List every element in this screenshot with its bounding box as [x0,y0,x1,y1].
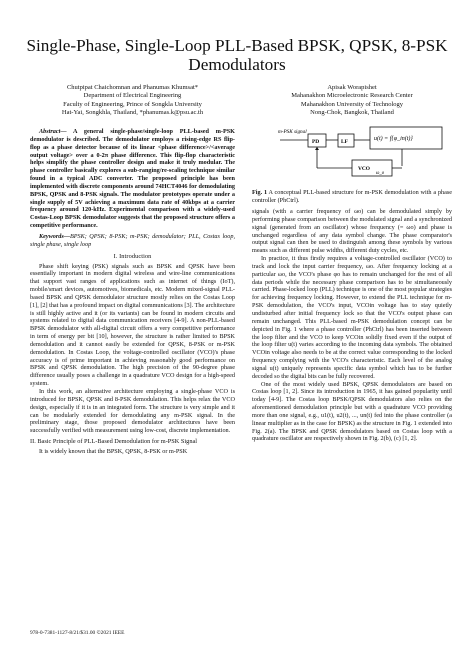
keywords-label: Keywords— [39,232,70,240]
abstract-label: Abstract— [39,128,67,135]
paper-title: Single-Phase, Single-Loop PLL-Based BPSK, QPSK, 8-PSK Demodulators [26,36,448,74]
vco-label: VCO [358,166,370,172]
author-names: Chutpipat Chaichomnan and Phanumas Khumsat* [66,84,199,91]
right-paragraph-0: signals (with a carrier frequency of ωo) can be demodulated simply by performing phase comparison between the modulated signal and a synchronized signal (generated from an oscillator) whose frequency (= ωo) and phase is unchanged regardless of any data symbol change. The phase comparator's output signal can then be used to distinguish among these symbols by various means such as different pulse widths, different duty cycles, etc. [252,208,452,255]
author-faculty: Faculty of Engineering, Prince of Songkla University [63,100,202,108]
copyright-footer: 978-0-7381-1127-8/21/$31.00 ©2021 IEEE [30,630,125,636]
intro-paragraph-2: In this work, an alternative architecture employing a single-phase VCO is introduced for BPSK, QPSK and 8-PSK demodulation. This helps relax the VCO design, especially if it is in an integrated form. The structure is very simple and it can be modularly extended for demodulating any m-PSK signal. In the preliminary stage, those proposed demodulator architectures have been successfully verified with measurement using low-cost, discrete implementation. [30,388,235,435]
figure-1-label: Fig. 1 [252,189,268,196]
intro-paragraph-1: Phase shift keying (PSK) signals such as BPSK and QPSK have been essentially important in modern digital wireless and wire-line communications that support vast ranges of applications such as internet of things (IoT), mobile/smart devices, automotives, biomedicals, etc. Modern mixed-signal PLL-based BPSK and QPSK demodulator structure mostly relies on the Costas Loop [1], [2] that has a profound impact on digital communications [3]. The architecture is still highly active and it (or its variants) can be found in modern circuits and systems related to digital data communication receivers [4-9]. A non-PLL-based BPSK demodulator with all-digital circuit offers a very competitive performance in term of energy per bit [10], however, the structure is rather limited to BPSK demodulation and it cannot easily be extended for QPSK, 8-PSK or m-PSK demodulation. In Costas Loop, the voltage-controlled oscillator (VCO)'s phase accuracy is of prime important in achieving reasonably good performance on BPSK and QPSK demodulation. The high precision of the 90-degree phase difference usually poses a challenge in a quadrature VCO design for a high-speed system. [30,262,235,388]
author-center: Mahanakhon Microelectronic Research Center [291,92,413,100]
pd-label: PD [312,139,320,145]
author-university: Mahanakhon University of Technology [300,100,404,108]
keywords-text: BPSK; QPSK; 8-PSK; m-PSK; demodulator; PLL, Costas loop, single phase, single loop [30,232,235,248]
author-department: Department of Electrical Engineering [83,92,182,100]
vco-frequency-label: ω_o [376,171,385,176]
pll-block-diagram [252,124,452,186]
abstract-text: A general single-phase/single-loop PLL-based m-PSK demodulator is described. The demodulator employs a rising-edge RS flip-flop as a phase detector because of its linear <phase difference>/<average output voltage> over a 0-2π phase difference. This flip-flop characteristic helps simplify the phase controller design and make it truly modular. The phase controller basically explores a sub-ranging/re-scaling technique similar found in a typical ADC converter. The proposed principle has been implemented with discrete components around 74HCT4046 for demodulating BPSK, QPSK and 8-PSK signals. The modulator prototypes operate under a single supply of 5V achieving a maximum data rate of 40kbps at a carrier frequency around 120-kHz. Experimental comparison with a widely-used Costas-Loop BPSK demodulator suggests that the proposed structure offers a competitive performance. [30,128,235,230]
signal-label: m-PSK signal [278,129,307,135]
author-block-right [252,84,452,118]
left-column [30,128,235,456]
section-heading-basic-principle: II. Basic Principle of PLL-Based Demodulation for m-PSK Signal [30,438,198,446]
right-paragraph-2: One of the most widely used BPSK, QPSK demodulators are based on Costas loop [1, 2]. Since its introduction in 1965, it has gained popularity until today [4-9]. The Costas loop BPSK/QPSK demodulators also relies on the aforementioned demodulation principle but with a quadrature VCO providing more than one signal, e.g., u1(t), u2(t), ..., un(t) fed into the phase controller (a linear multiplier as in the case for BPSK) as the structure in Fig. 1 extended into Fig. 2(a). The BPSK and QPSK demodulators based on Costas loop with a quadrature oscillator are respectively shown in Fig. 2(b), (c) [1, 2]. [252,380,452,443]
figure-1-caption-text: A conceptual PLL-based structure for m-PSK demodulation with a phase controller (PhCtrl). [252,189,452,204]
author-location-email: Hat-Yai, Songkhla, Thailand, *phanumas.k@psu.ac.th [61,109,204,117]
lf-label: LF [341,139,348,145]
section-heading-introduction: I. Introduction [113,252,152,260]
author-block-left [30,84,235,118]
right-paragraph-1: In practice, it thus firstly requires a voltage-controlled oscillator (VCO) to track and lock the input carrier frequency, ωo. After frequency locking at a particular ωo, the VCO's phase φo has to remain unchanged for the rest of all data periods while the necessary phase comparison has to be simultaneously carried. Phase-locked loop (PLL) technique is one of the most popular strategies for achieving frequency locking. However, to extend the PLL technique for m-PSK demodulation, the VCO's input, VCOin voltage has to stay quietly undisturbed after initial frequency lock so that the VCO's output phase can remain unchanged. This PLL-based m-PSK demodulation concept can be depicted in Fig. 1 where a phase controller (PhCtrl) has been inserted between the loop filter and the VCO to keep VCOin solidly fixed even if the output of the loop filter u(t) varies according to the incoming data symbols. The obtained VCOin voltage also needs to be at the correct value corresponding to the locked frequency complying with the VCO's characteristic. Each level of the analog signal u(t) uniquely represents specific data symbol which has to be further decoded so the digital bits can be fully recovered. [252,255,452,380]
abstract [30,128,235,230]
figure-1-caption [252,189,452,205]
right-column [252,208,452,443]
section2-paragraph-1: It is widely known that the BPSK, QPSK, 8-PSK or m-PSK [39,447,188,455]
keywords [30,233,235,249]
author-name: Apisak Worapishet [327,84,377,91]
figure-1-diagram [252,124,452,186]
author-location: Nong-Chok, Bangkok, Thailand [310,109,394,117]
equation-label: u(t) = f{φ_in(t)} [374,136,413,142]
feedback-arrowhead [315,147,319,150]
